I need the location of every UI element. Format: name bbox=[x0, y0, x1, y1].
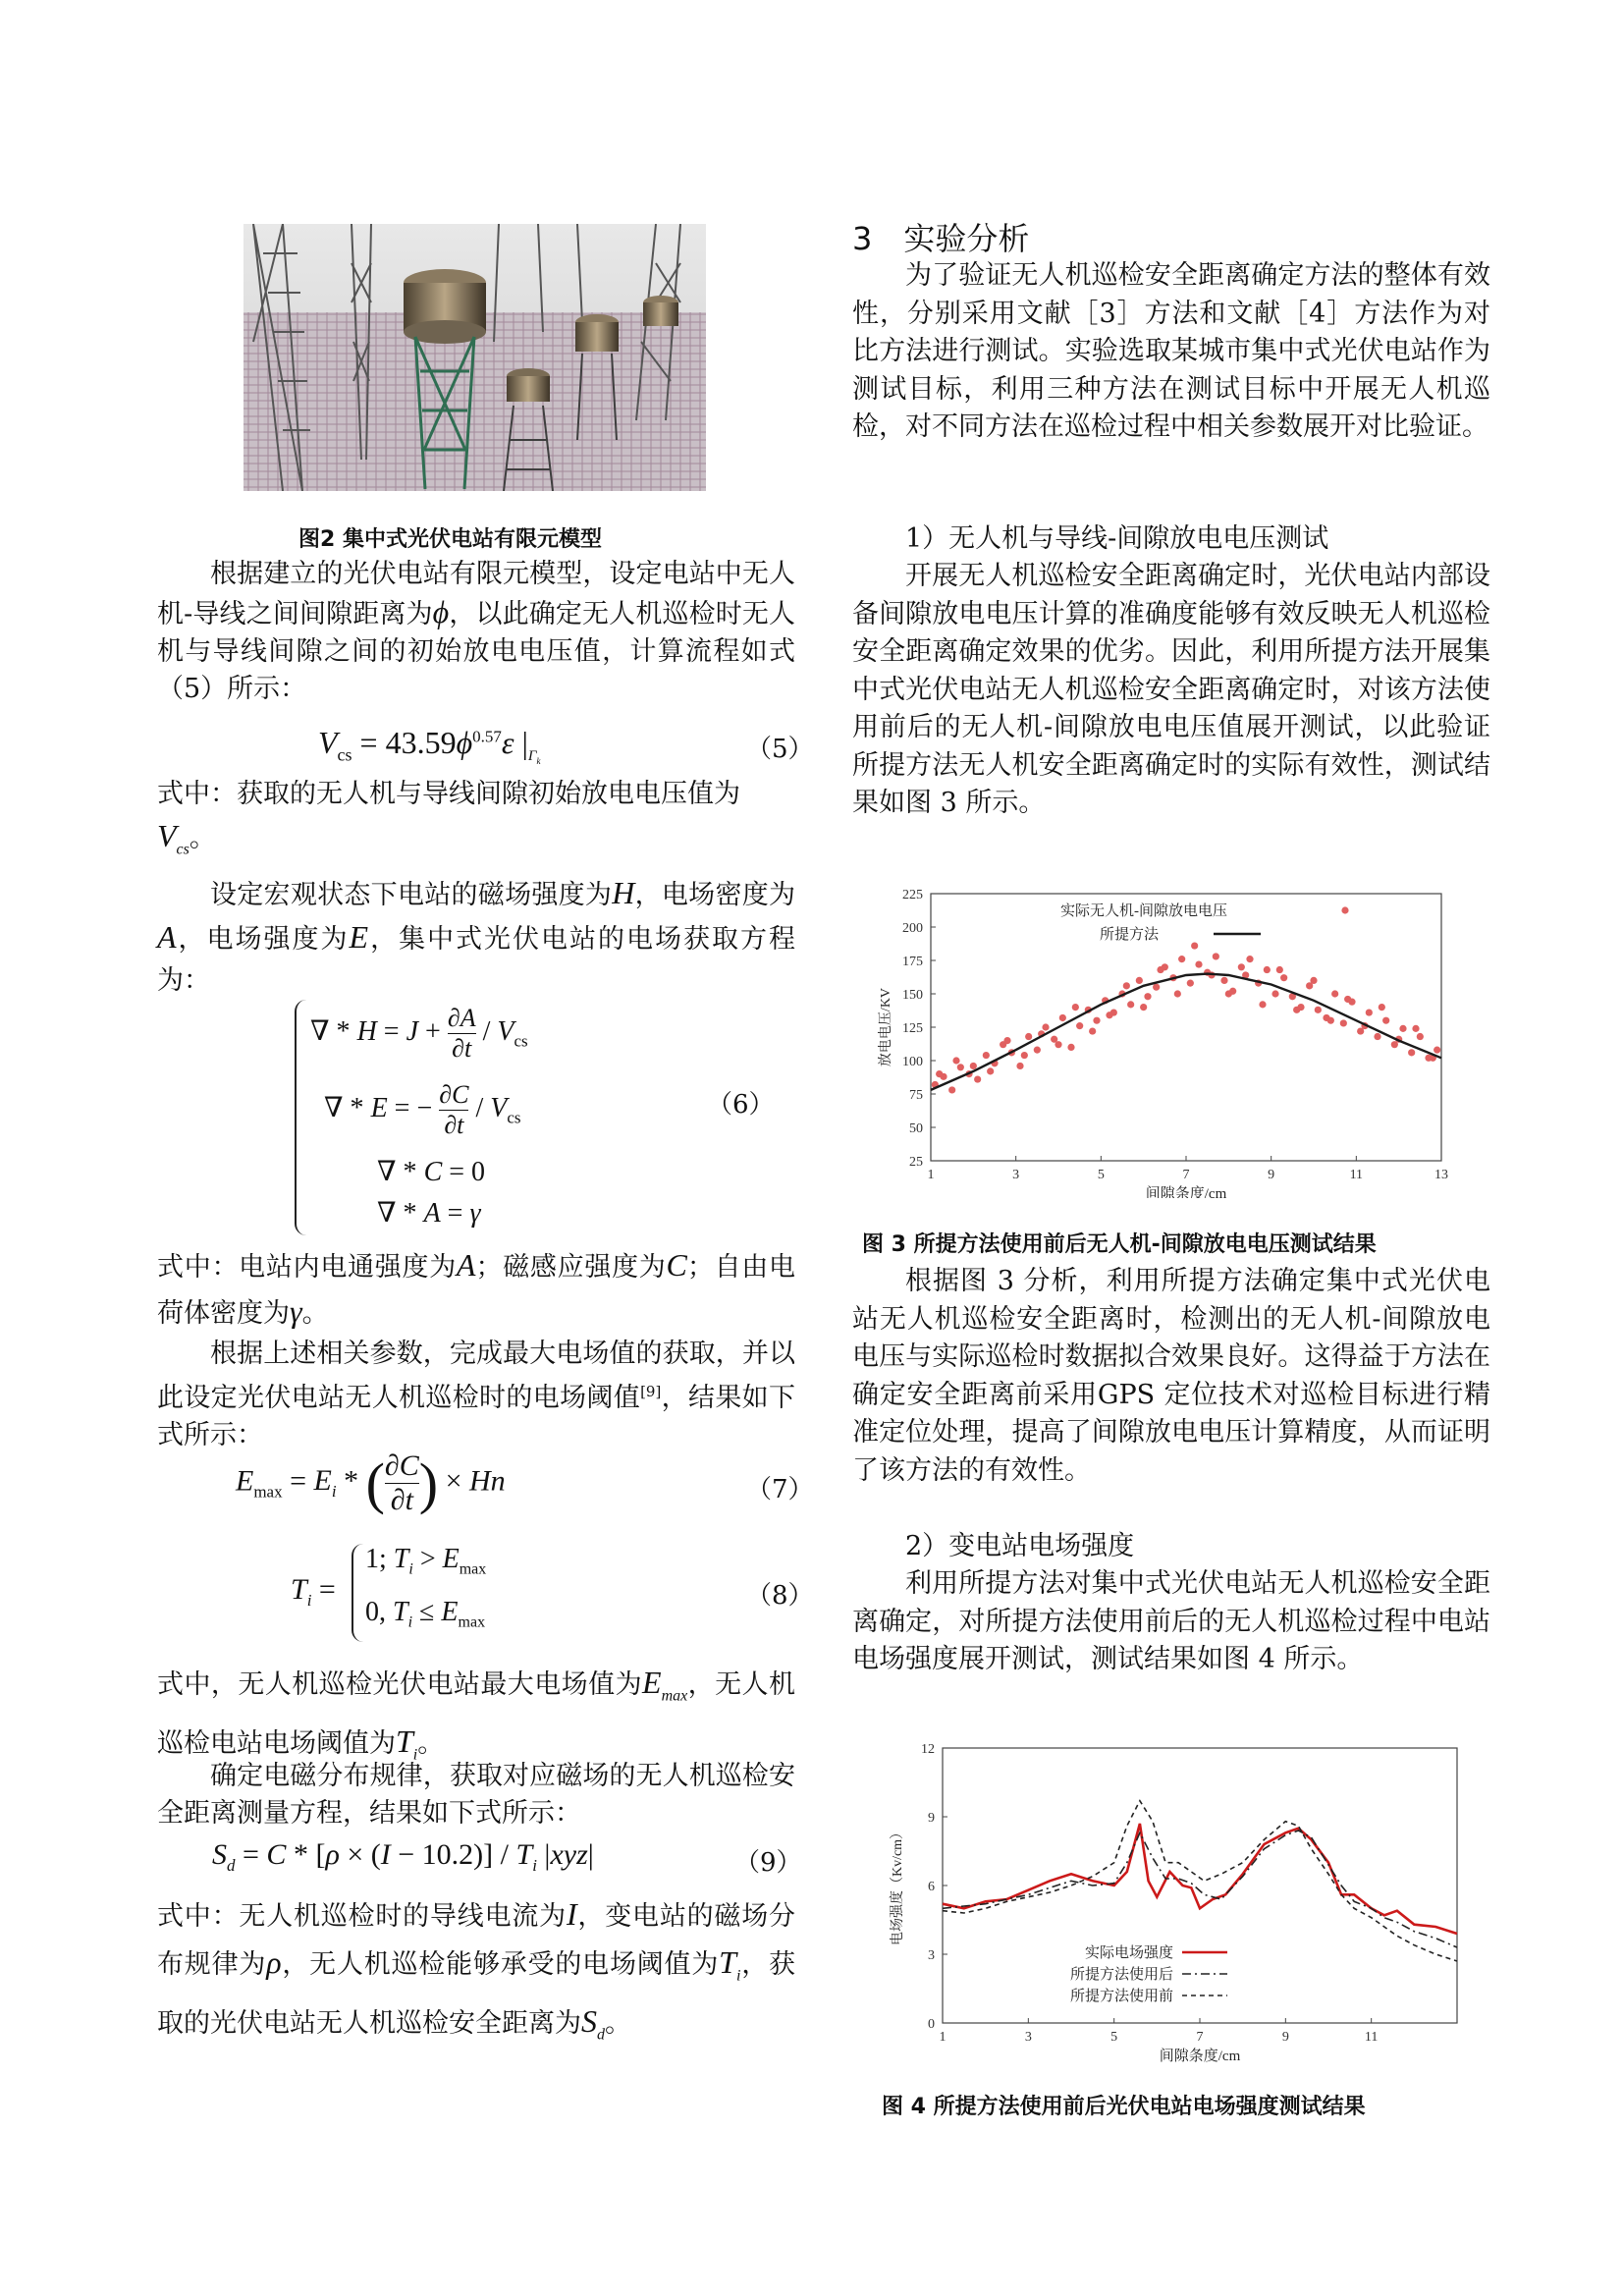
data-point bbox=[1331, 990, 1338, 997]
subheading-field-strength: 2）变电站电场强度 bbox=[905, 1531, 1135, 1561]
figure-2-caption: 图2 集中式光伏电站有限元模型 bbox=[298, 527, 602, 552]
x-axis-label: 间隙条度/cm bbox=[1145, 1186, 1227, 1198]
x-tick-label: 9 bbox=[1268, 1168, 1275, 1182]
substation-3d-model-icon bbox=[243, 224, 706, 491]
data-point bbox=[1225, 990, 1232, 997]
data-point bbox=[1127, 1001, 1134, 1008]
data-point bbox=[1153, 984, 1160, 991]
x-tick-label: 1 bbox=[939, 2030, 947, 2045]
data-point bbox=[1374, 1033, 1380, 1040]
data-point bbox=[1106, 1011, 1112, 1018]
x-tick-label: 11 bbox=[1349, 1168, 1364, 1182]
y-tick-label: 12 bbox=[921, 1742, 935, 1757]
y-tick-label: 75 bbox=[909, 1088, 923, 1103]
data-point bbox=[1136, 977, 1143, 984]
data-point bbox=[1238, 963, 1245, 970]
legend-label: 所提方法使用后 bbox=[1069, 1967, 1173, 1983]
paragraph-threshold: 根据上述相关参数，完成最大电场值的获取，并以此设定光伏电站无人机巡检时的电场阈值[9]，结果如下式所示： bbox=[157, 1339, 796, 1450]
data-point bbox=[1025, 1033, 1032, 1040]
data-point bbox=[1021, 1052, 1028, 1059]
figure-2-image bbox=[243, 224, 706, 491]
equation-6-line-1: ∇ * H = J + $\frac{\partial A}{\partial t}$ / $V_{cs}$ bbox=[310, 1004, 528, 1063]
data-point bbox=[1157, 966, 1163, 973]
equation-8-number: （8） bbox=[746, 1581, 814, 1611]
y-tick-label: 200 bbox=[902, 921, 923, 936]
data-point bbox=[1276, 966, 1283, 973]
data-point bbox=[1264, 966, 1271, 973]
paragraph-experiment-intro: 为了验证无人机巡检安全距离确定方法的整体有效性，分别采用文献［3］方法和文献［4］方法作为对比方法进行测试。实验选取某城市集中式光伏电站作为测试目标，利用三种方法在测试目标中开展无人机巡检，对不同方法在巡检过程中相关参数展开对比验证。 bbox=[852, 260, 1490, 442]
equation-5-number: （5） bbox=[746, 735, 814, 764]
equation-8-line-1: 1; $T_i > E_{max}$ bbox=[365, 1544, 487, 1578]
data-point bbox=[1310, 977, 1317, 984]
x-tick-label: 7 bbox=[1196, 2030, 1204, 2045]
data-point bbox=[1034, 1047, 1041, 1054]
data-point bbox=[974, 1075, 981, 1082]
data-point bbox=[1123, 982, 1130, 989]
data-point bbox=[1271, 990, 1278, 997]
x-tick-label: 5 bbox=[1110, 2030, 1118, 2045]
equation-6-line-4: ∇ * A = γ bbox=[377, 1198, 481, 1229]
equation-6-line-2: ∇ * E = − $\frac{\partial C}{\partial t}$ / $V_{cs}$ bbox=[324, 1080, 521, 1139]
data-point bbox=[987, 1067, 994, 1074]
legend-marker bbox=[1341, 906, 1348, 913]
legend-label: 实际电场强度 bbox=[1084, 1945, 1173, 1961]
data-point bbox=[1344, 996, 1351, 1003]
y-tick-label: 3 bbox=[928, 1948, 935, 1963]
y-tick-label: 100 bbox=[902, 1055, 923, 1069]
data-point bbox=[1089, 1027, 1096, 1034]
y-tick-label: 125 bbox=[902, 1021, 923, 1036]
data-point bbox=[1140, 1004, 1147, 1011]
data-point bbox=[1195, 960, 1202, 967]
figure-3-chart bbox=[864, 884, 1453, 1198]
x-tick-label: 11 bbox=[1364, 2030, 1379, 2045]
x-axis-label: 间隙条度/cm bbox=[1159, 2049, 1241, 2062]
data-point bbox=[936, 1070, 943, 1077]
y-axis-label: 电场强度（Kv/cm） bbox=[891, 1825, 905, 1946]
legend-label: 所提方法使用前 bbox=[1069, 1989, 1173, 2004]
data-point bbox=[952, 1057, 959, 1064]
paragraph-field-strength: 利用所提方法对集中式光伏电站无人机巡检安全距离确定，对所提方法使用前后的无人机巡检过程中电站电场强度展开测试，测试结果如图 4 所示。 bbox=[852, 1568, 1490, 1674]
equation-6-line-3: ∇ * C = 0 bbox=[377, 1157, 486, 1187]
equation-9: $S_d = C * [\rho \times (I - 10.2)] / T_i$ |xyz| bbox=[212, 1838, 594, 1875]
y-tick-label: 9 bbox=[928, 1811, 935, 1826]
x-tick-label: 3 bbox=[1024, 2030, 1032, 2045]
data-point bbox=[1191, 942, 1198, 949]
data-point bbox=[1315, 1007, 1322, 1013]
y-tick-label: 6 bbox=[928, 1880, 935, 1894]
paragraph-distance-equation: 确定电磁分布规律，获取对应磁场的无人机巡检安全距离测量方程，结果如下式所示： bbox=[157, 1761, 795, 1829]
data-point bbox=[1408, 1049, 1415, 1056]
x-tick-label: 9 bbox=[1281, 2030, 1289, 2045]
data-point bbox=[1178, 956, 1185, 962]
data-point bbox=[1382, 1017, 1389, 1024]
data-point bbox=[1379, 1004, 1385, 1011]
x-tick-label: 7 bbox=[1182, 1168, 1190, 1182]
y-tick-label: 0 bbox=[928, 2017, 935, 2032]
equation-6-number: （6） bbox=[707, 1090, 775, 1120]
equation-5: $V_{cs} = 43.59\phi^{0.57}\varepsilon$ $|_{\Gamma_k}$ bbox=[318, 725, 541, 767]
data-point bbox=[1246, 956, 1253, 962]
data-point bbox=[1059, 1014, 1066, 1021]
plot-frame bbox=[943, 1748, 1457, 2023]
data-point bbox=[1187, 980, 1194, 987]
data-point bbox=[1417, 1033, 1424, 1040]
section-heading: 3 实验分析 bbox=[852, 220, 1030, 257]
data-point bbox=[1399, 1025, 1406, 1032]
equation-6-brace bbox=[295, 1000, 310, 1235]
x-tick-label: 1 bbox=[927, 1168, 935, 1182]
paragraph-interval-distance: 根据建立的光伏电站有限元模型，设定电站中无人机-导线之间间隙距离为ϕ，以此确定无人机巡检时无人机与导线间隙之间的初始放电电压值，计算流程如式（5）所示： bbox=[157, 559, 796, 704]
data-point bbox=[1340, 1019, 1347, 1026]
figure-4-chart bbox=[864, 1738, 1473, 2062]
equation-8-lhs: $T_i$ = bbox=[291, 1573, 336, 1610]
equation-7: $E_{max} = E_i$ * ( $\frac{\partial C}{\partial t}$ ) × Hn bbox=[236, 1449, 506, 1516]
data-point bbox=[1144, 993, 1151, 1000]
data-point bbox=[1366, 1009, 1373, 1015]
data-point bbox=[1042, 1023, 1049, 1030]
data-point bbox=[1067, 1044, 1074, 1051]
figure-3-caption: 图 3 所提方法使用前后无人机-间隙放电电压测试结果 bbox=[862, 1232, 1377, 1257]
data-point bbox=[1259, 1001, 1266, 1008]
x-tick-label: 5 bbox=[1097, 1168, 1105, 1182]
data-point bbox=[1093, 1017, 1100, 1024]
data-point bbox=[983, 1052, 990, 1059]
equation-8-brace bbox=[352, 1544, 365, 1642]
data-point bbox=[1213, 953, 1219, 959]
paragraph-field-definitions: 设定宏观状态下电站的磁场强度为H，电场密度为A，电场强度为E，集中式光伏电站的电场获取方程为： bbox=[157, 875, 796, 996]
data-point bbox=[948, 1086, 955, 1093]
data-point bbox=[1016, 1063, 1023, 1069]
y-tick-label: 150 bbox=[902, 988, 923, 1003]
legend-label: 所提方法 bbox=[1100, 927, 1160, 943]
y-tick-label: 25 bbox=[909, 1155, 923, 1170]
figure-3-svg bbox=[864, 884, 1453, 1198]
paragraph-sd-definition: 式中：无人机巡检时的导线电流为I，变电站的磁场分布规律为ρ，无人机巡检能够承受的电场阈值为$T_i$，获取的光伏电站无人机巡检安全距离为$S_d$。 bbox=[157, 1896, 796, 2044]
paragraph-voltage-test: 开展无人机巡检安全距离确定时，光伏电站内部设备间隙放电电压计算的准确度能够有效反映无人机巡检安全距离确定效果的优劣。因此，利用所提方法开展集中式光伏电站无人机巡检安全距离确定时，对该方法使用前后的无人机-间隙放电电压值展开测试，以此验证所提方法无人机安全距离确定时的实际有效性，测试结果如图 3 所示。 bbox=[852, 561, 1490, 818]
y-tick-label: 225 bbox=[902, 888, 923, 902]
y-axis-label: 放电电压/KV bbox=[879, 987, 893, 1067]
equation-8-line-2: 0, $T_i \le E_{max}$ bbox=[365, 1597, 486, 1631]
data-point bbox=[1327, 1017, 1334, 1024]
data-point bbox=[1055, 1041, 1061, 1048]
data-point bbox=[970, 1063, 977, 1069]
y-tick-label: 175 bbox=[902, 955, 923, 969]
x-tick-label: 3 bbox=[1012, 1168, 1020, 1182]
paragraph-emax-definition: 式中，无人机巡检光伏电站最大电场值为$E_{max}$，无人机巡检电站电场阈值为$T_i$。 bbox=[157, 1665, 795, 1764]
data-point bbox=[1076, 1022, 1083, 1029]
equation-9-number: （9） bbox=[734, 1848, 802, 1878]
data-point bbox=[957, 1064, 964, 1070]
paragraph-figure-3-analysis: 根据图 3 分析，利用所提方法确定集中式光伏电站无人机巡检安全距离时，检测出的无人机-间隙放电电压与实际巡检时数据拟合效果良好。这得益于方法在确定安全距离前采用GPS 定位技术对巡检目标进行精准定位处理，提高了间隙放电电压计算精度，从而证明了该方法的有效性。 bbox=[852, 1266, 1490, 1486]
paragraph-vcs-definition: 式中：获取的无人机与导线间隙初始放电电压值为 $V_{cs}$。 bbox=[157, 779, 740, 858]
data-point bbox=[1220, 977, 1227, 984]
data-point bbox=[1293, 1007, 1300, 1013]
figure-4-svg bbox=[864, 1738, 1473, 2062]
equation-7-number: （7） bbox=[746, 1475, 814, 1504]
figure-4-caption: 图 4 所提方法使用前后光伏电站电场强度测试结果 bbox=[882, 2095, 1366, 2119]
subheading-voltage-test: 1）无人机与导线-间隙放电电压测试 bbox=[905, 523, 1329, 554]
data-point bbox=[1003, 1037, 1010, 1044]
data-point bbox=[1072, 1004, 1079, 1011]
series-line bbox=[943, 1831, 1457, 1947]
series-line bbox=[943, 1801, 1457, 1961]
data-point bbox=[1280, 974, 1287, 981]
data-point bbox=[1434, 1047, 1440, 1054]
x-tick-label: 13 bbox=[1434, 1168, 1448, 1182]
fit-line bbox=[931, 974, 1441, 1090]
paragraph-flux-definitions: 式中：电站内电通强度为A；磁感应强度为C；自由电荷体密度为γ。 bbox=[157, 1247, 796, 1329]
y-tick-label: 50 bbox=[909, 1121, 923, 1136]
legend-label: 实际无人机-间隙放电电压 bbox=[1060, 903, 1227, 919]
data-point bbox=[1412, 1025, 1419, 1032]
data-point bbox=[1174, 990, 1181, 997]
